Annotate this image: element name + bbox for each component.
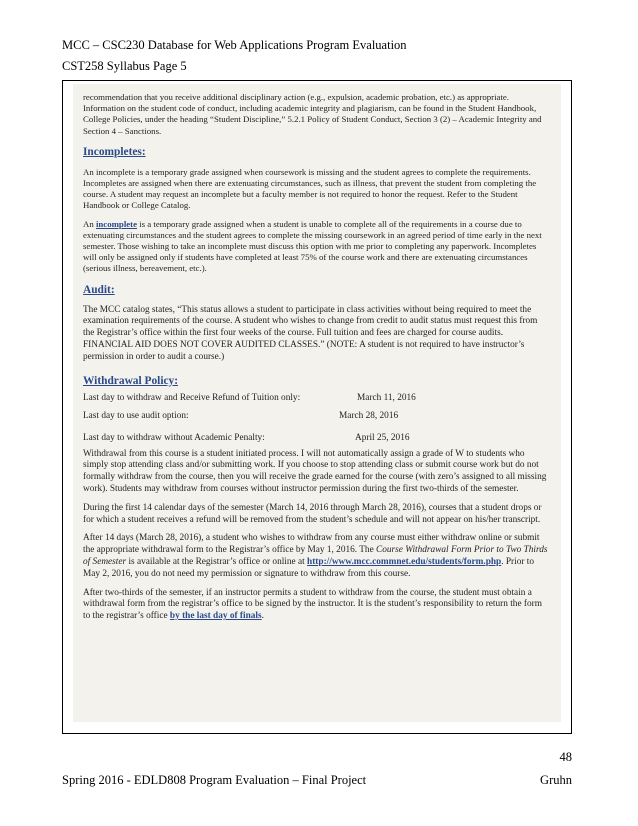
incompletes-paragraph-1: An incomplete is a temporary grade assigned when coursework is missing and the student agrees to complete the requirements. Incompletes are assigned when there are extenuating circumstances, such as illness, that prevent the student from completing the course. A student may request an incomplete but a faculty member is not required to honor the request. Refer to the Student Handbook or College Catalog. [83, 166, 537, 211]
withdrawal-paragraph-2: During the first 14 calendar days of the semester (March 14, 2016 through March 28, 2016), courses that a student drops or for which a student receives a refund will be removed from the student’s schedule and will not appear on his/her transcript. [83, 502, 542, 525]
incompletes-p2-post: is a temporary grade assigned when a student is unable to complete all of the requirements in a course due to extenuating circumstances and the student agrees to complete the missing coursework in an agreed period of time early in the next semester. Those wishing to take an incomplete must discuss this option with me prior to completing any paperwork. Incompletes will only be assigned only if students have completed at least 75% of the course work and there are extenuating circumstances (serious illness, bereavement, etc.). [83, 218, 542, 274]
header-subtitle: CST258 Syllabus Page 5 [62, 59, 187, 73]
footer-left: Spring 2016 - EDLD808 Program Evaluation – Final Project [62, 773, 367, 787]
withdrawal-paragraph-3 [83, 533, 551, 580]
audit-deadline-date: March 28, 2016 [339, 410, 399, 421]
audit-paragraph: The MCC catalog states, “This status allows a student to participate in class activities without being required to meet the examination requirements of the course. A student who wishes to change from credit to audit status must request this from the Registrar’s office within the first four weeks of the course. Full tuition and fees are charged for course audits. FINANCIAL AID DOES NOT COVER AUDITED CLASSES.” (NOTE: A student is not required to have instructor’s permission in order to audit a course.) [83, 304, 538, 362]
penalty-deadline-row [83, 432, 551, 444]
withdrawal-p4-end: . [261, 611, 264, 622]
withdrawal-paragraph-4 [83, 588, 551, 623]
incompletes-heading: Incompletes: [83, 145, 146, 158]
incomplete-link[interactable]: incomplete [95, 218, 138, 229]
penalty-deadline-label: Last day to withdraw without Academic Penalty: [83, 432, 265, 443]
refund-deadline-label: Last day to withdraw and Receive Refund of Tuition only: [83, 392, 301, 403]
withdrawal-paragraph-1: Withdrawal from this course is a student initiated process. I will not automatically assign a grade of W to students who simply stop attending class and/or submitting work. If you choose to stop attending class or submit course work but do not formally withdraw from the course, then you will receive the grade earned for the course (with zero’s assigned to all missing work). Students may withdraw from courses without instructor permission during the first two-thirds of the semester. [83, 448, 547, 495]
footer-right: Gruhn [540, 773, 572, 787]
header-title: MCC – CSC230 Database for Web Applications Program Evaluation [62, 38, 407, 52]
incompletes-paragraph-2 [83, 219, 551, 275]
syllabus-scan [73, 84, 561, 722]
incompletes-p2-pre: An [83, 218, 94, 229]
withdrawal-p3-a: After 14 days (March 28, 2016), a student who wishes to withdraw from any course must either withdraw online or submit the appropriate withdrawal form to the Registrar’s office by May 1, 2016. The [83, 533, 540, 556]
audit-deadline-label: Last day to use audit option: [83, 410, 189, 421]
penalty-deadline-date: April 25, 2016 [355, 432, 410, 443]
last-day-of-finals-link[interactable]: by the last day of finals [169, 611, 262, 622]
refund-deadline-row [83, 392, 551, 404]
refund-deadline-date: March 11, 2016 [357, 392, 416, 403]
withdrawal-heading: Withdrawal Policy: [83, 374, 179, 387]
page-number: 48 [559, 750, 572, 764]
audit-deadline-row [83, 410, 551, 422]
withdrawal-form-title: Course Withdrawal Form Prior to Two Thirds of Semester [83, 545, 548, 567]
withdrawal-p3-c: . Prior to May 2, 2016, you do not need my permission or signature to withdraw from this course. [83, 557, 535, 579]
withdrawal-p4-a: After two-thirds of the semester, if an instructor permits a student to withdraw from the course, the student must obtain a withdrawal form from the registrar’s office to be signed by the instructor. It is the student’s responsibility to return the form to the registrar’s office [83, 587, 542, 622]
withdrawal-p3-b: is available at the Registrar’s office or online at [128, 557, 305, 567]
audit-heading: Audit: [83, 283, 115, 296]
intro-paragraph: recommendation that you receive additional disciplinary action (e.g., expulsion, academic probation, etc.) as appropriate. Information on the student code of conduct, including academic integrity and plagiarism, can be found in the Student Handbook, College Policies, under the heading “Student Discipline,” 5.2.1 Policy of Student Conduct, Section 3 (2) – Academic Integrity and Section 4 – Sanctions. [83, 92, 542, 136]
withdrawal-form-link[interactable]: http://www.mcc.commnet.edu/students/form.php [307, 557, 502, 567]
